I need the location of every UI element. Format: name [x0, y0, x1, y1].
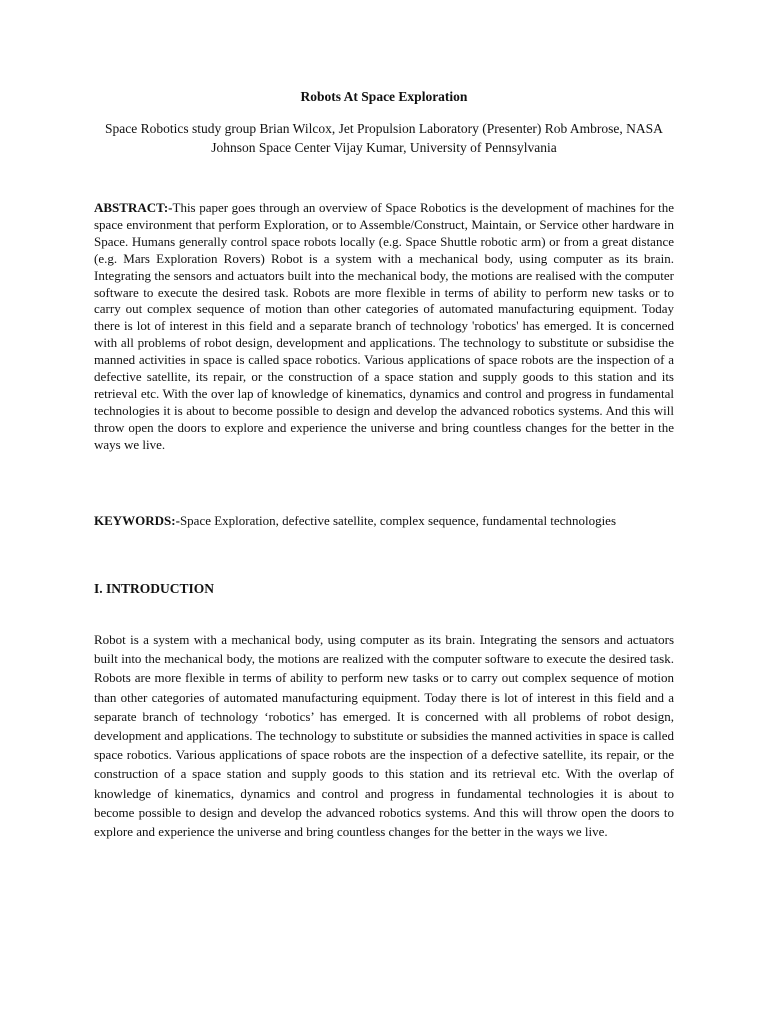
keywords-label: KEYWORDS:-: [94, 513, 180, 528]
paper-title: Robots At Space Exploration: [300, 89, 468, 104]
abstract-paragraph: [94, 200, 674, 454]
keywords-paragraph: [94, 512, 674, 529]
abstract-label: ABSTRACT:-: [94, 200, 173, 215]
keywords-text: Space Exploration, defective satellite, complex sequence, fundamental technologies: [179, 513, 617, 528]
paper-authors: Space Robotics study group Brian Wilcox, Jet Propulsion Laboratory (Presenter) Rob Ambrose, NASA Johnson Space Center Vijay Kumar, University of Pennsylvania: [105, 121, 663, 155]
introduction-paragraph: Robot is a system with a mechanical body, using computer as its brain. Integrating the sensors and actuators built into the mechanical body, the motions are realized with the computer software to execute the desired task. Robots are more flexible in terms of ability to perform new tasks or to carry out complex sequence of motion than other categories of automated manufacturing equipment. Today there is lot of interest in this field and a separate branch of technology ‘robotics’ has emerged. It is concerned with all problems of robot design, development and applications. The technology to substitute or subsidies the manned activities in space is called space robotics. Various applications of space robots are the inspection of a defective satellite, its repair, or the construction of a space station and supply goods to this station and its retrieval etc. With the overlap of knowledge of kinematics, dynamics and control and progress in fundamental technologies it is about to become possible to design and develop the advanced robotics systems. And this will throw open the doors to explore and experience the universe and bring countless changes for the better in the ways we live.: [94, 632, 674, 840]
introduction-heading: I. INTRODUCTION: [94, 581, 215, 596]
abstract-text: This paper goes through an overview of Space Robotics is the development of machines for the space environment that perform Exploration, or to Assemble/Construct, Maintain, or Service other hardware in Space. Humans generally control space robots locally (e.g. Space Shuttle robotic arm) or from a great distance (e.g. Mars Exploration Rovers) Robot is a system with a mechanical body, using computer as its brain. Integrating the sensors and actuators built into the mechanical body, the motions are realised with the computer software to execute the desired task. Robots are more flexible in terms of ability to perform new tasks or to carry out complex sequence of motion than other categories of automated manufacturing equipment. Today there is lot of interest in this field and a separate branch of technology 'robotics' has emerged. It is concerned with all problems of robot design, development and applications. The technology to substitute or subsidise the manned activities in space is called space robotics. Various applications of space robots are the inspection of a defective satellite, its repair, or the construction of a space station and supply goods to this station and its retrieval etc. With the over lap of knowledge of kinematics, dynamics and control and progress in fundamental technologies it is about to become possible to design and develop the advanced robotics systems. And this will throw open the doors to explore and experience the universe and bring countless changes for the better in the ways we live.: [94, 200, 674, 452]
